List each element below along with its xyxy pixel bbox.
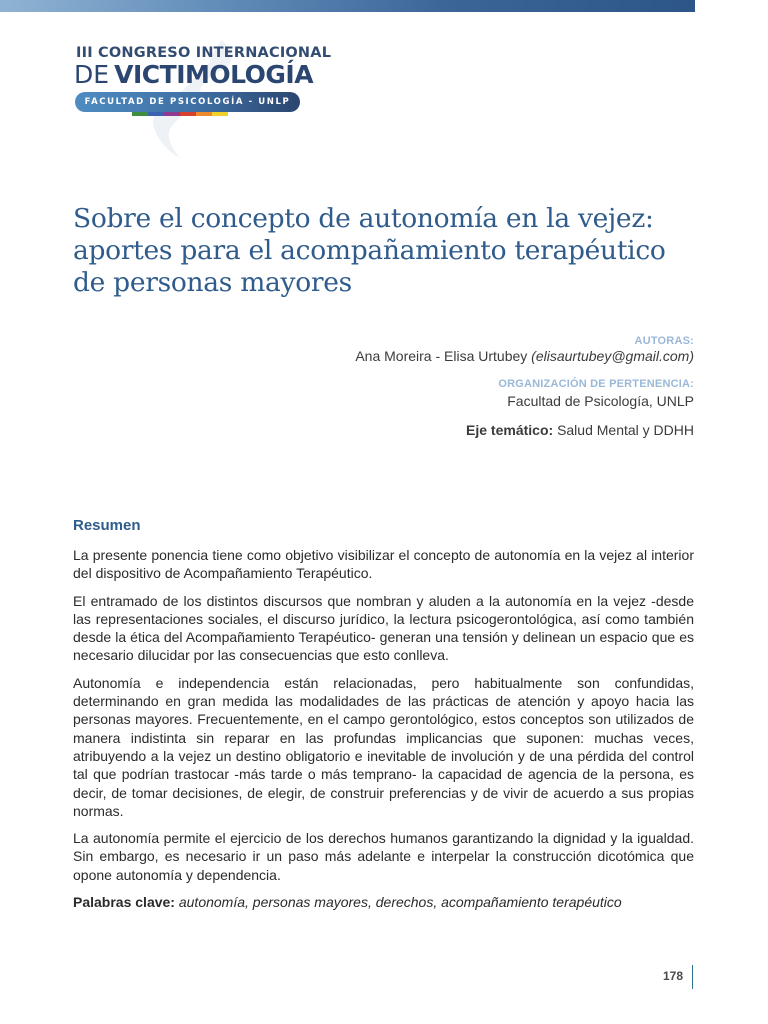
title-line-3: de personas mayores [73,267,352,298]
stripe-segment-2 [148,112,164,116]
abstract-paragraph-1: La presente ponencia tiene como objetivo visibilizar el concepto de autonomía en la vejez al interior del dispositivo de Acompañamiento Terapéutico. [73,547,694,582]
stripe-segment-5 [196,112,212,116]
authors-line [174,348,694,364]
abstract-paragraph-4: La autonomía permite el ejercicio de los derechos humanos garantizando la dignidad y la igualdad. Sin embargo, es necesario ir un paso más adelante e interpelar la construcción dicotómica que opone autonomía y dependencia. [73,830,694,883]
organization-name: Facultad de Psicología, UNLP [507,393,694,409]
page-number: 178 [662,969,683,983]
logo-title [74,60,313,89]
title-line-2: aportes para el acompañamiento terapéutico [73,235,666,266]
authors-label: AUTORAS: [634,335,694,347]
stripe-segment-3 [164,112,180,116]
logo-victimologia-text: VICTIMOLOGÍA [114,60,314,89]
paper-title [73,203,713,299]
thematic-axis-label: Eje temático: [466,422,554,438]
logo-faculty-banner: FACULTAD DE PSICOLOGÍA - UNLP [75,92,300,112]
stripe-segment-1 [132,112,148,116]
author-email: (elisaurtubey@gmail.com) [531,348,694,364]
abstract-body [73,546,694,920]
organization-label: ORGANIZACIÓN DE PERTENENCIA: [498,378,694,390]
thematic-axis-value: Salud Mental y DDHH [557,422,694,438]
page-number-rule [692,965,693,989]
thematic-axis [174,422,694,438]
stripe-segment-6 [212,112,228,116]
logo-color-stripe [132,112,228,116]
title-line-1: Sobre el concepto de autonomía en la vejez: [73,203,654,234]
logo-congress-text: III CONGRESO INTERNACIONAL [76,45,332,61]
abstract-heading: Resumen [73,517,141,534]
congress-logo [72,40,332,160]
abstract-paragraph-2: El entramado de los distintos discursos que nombran y aluden a la autonomía en la vejez -desde las representaciones sociales, el discurso jurídico, la lectura psicogerontológica, así como también desde la ética del Acompañamiento Terapéutico- generan una tensión y delinean un espacio que es necesario dilucidar por las consecuencias que esto conlleva. [73,592,694,664]
paper-metadata [174,335,694,438]
stripe-segment-4 [180,112,196,116]
top-color-band [0,0,695,12]
authors-names: Ana Moreira - Elisa Urtubey [355,348,528,364]
keywords-label: Palabras clave: [73,894,175,911]
logo-de-text: DE [74,60,110,89]
keywords-line [73,893,694,911]
keywords-list: autonomía, personas mayores, derechos, acompañamiento terapéutico [178,894,622,911]
abstract-paragraph-3: Autonomía e independencia están relacionadas, pero habitualmente son confundidas, determinando en gran medida las modalidades de las prácticas de atención y apoyo hacia las personas mayores. Frecuentemente, en el campo gerontológico, estos conceptos son utilizados de manera indistinta sin reparar en las profundas implicancias que suponen: muchas veces, atribuyendo a la vejez un destino obligatorio e inevitable de involución y de una pérdida del control tal que podrían trastocar -más tarde o más temprano- la capacidad de agencia de la persona, es decir, de tomar decisiones, de elegir, de construir preferencias y de vivir de acuerdo a sus propias normas. [73,674,694,819]
